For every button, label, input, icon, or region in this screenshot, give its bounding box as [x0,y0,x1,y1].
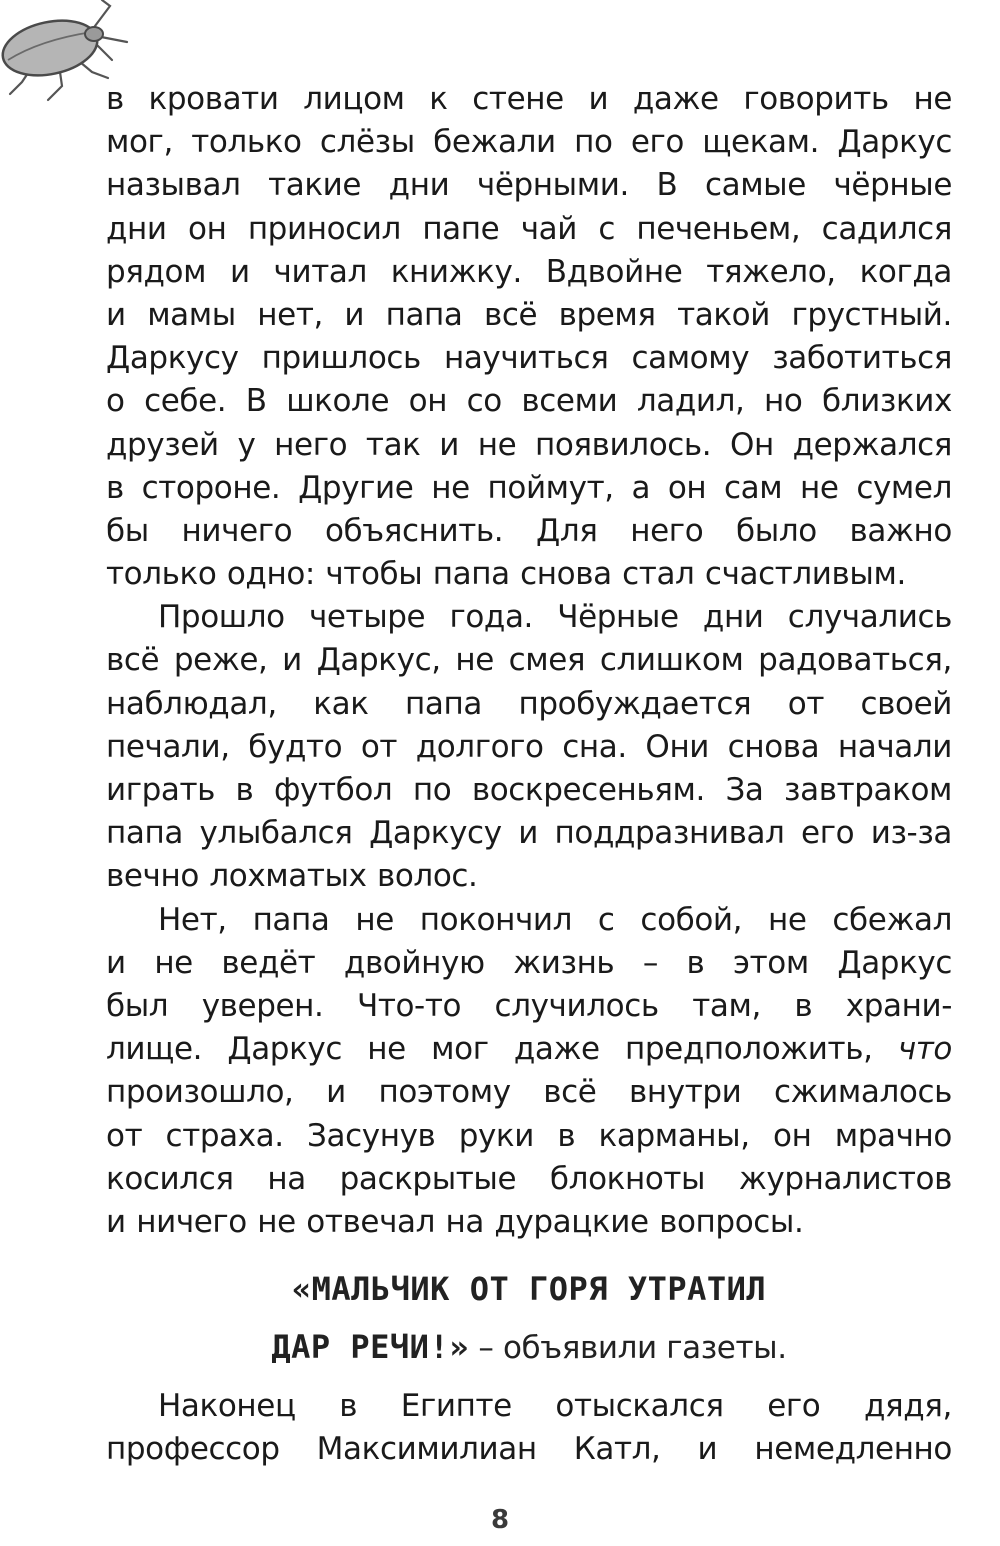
text-line: друзей у него так и не появилось. Он держался [106,426,952,463]
text-line: всё реже, и Даркус, не смея слишком радоваться, [106,642,952,679]
newspaper-headline-line2 [106,1328,952,1366]
text-line: от страха. Засунув руки в карманы, он мрачно [106,1117,952,1154]
text-line: называл такие дни чёрными. В самые чёрные [106,167,952,204]
text-line: и ничего не отвечал на дурацкие вопросы. [106,1203,804,1240]
text-line: и мамы нет, и папа всё время такой грустный. [106,296,952,333]
text-line: о себе. В школе он со всеми ладил, но близких [106,383,952,420]
text-line: был уверен. Что-то случилось там, в храни- [106,987,952,1024]
text-line-with-italic [106,1028,952,1071]
text-line: произошло, и поэтому всё внутри сжималось [106,1074,952,1111]
text-line: мог, только слёзы бежали по его щекам. Даркус [106,124,952,161]
text-line: в кровати лицом к стене и даже говорить не [106,81,952,117]
text-line: бы ничего объяснить. Для него было важно [106,512,952,549]
text-line: Наконец в Египте отыскался его дядя, [158,1388,952,1424]
body-text-end [106,1385,952,1471]
text-line: наблюдал, как папа пробуждается от своей [106,685,952,722]
headline-suffix: – объявили газеты. [468,1330,787,1366]
text-line: Нет, папа не покончил с собой, не сбежал [158,901,952,938]
headline-text: ДАР РЕЧИ!» [271,1328,469,1366]
text-line: и не ведёт двойную жизнь – в этом Даркус [106,944,952,981]
text-line: Прошло четыре года. Чёрные дни случались [158,599,952,636]
text-line: только одно: чтобы папа снова стал счастливым. [106,556,906,593]
text-line: дни он приносил папе чай с печеньем, садился [106,210,952,247]
text-line: профессор Максимилиан Катл, и немедленно [106,1431,952,1468]
text-line: папа улыбался Даркусу и поддразнивал его из-за [106,815,952,852]
page-number: 8 [490,1505,510,1535]
text-line: играть в футбол по воскресеньям. За завтраком [106,772,952,808]
text-line: вечно лохматых волос. [106,858,478,895]
text-line: печали, будто от долгого сна. Они снова начали [106,728,952,765]
text-line: косился на раскрытые блокноты журналистов [106,1160,952,1197]
italic-word: что [897,1031,952,1068]
newspaper-headline-line1: «МАЛЬЧИК ОТ ГОРЯ УТРАТИЛ [291,1270,767,1308]
body-text [106,78,952,1244]
text-line: в стороне. Другие не поймут, а он сам не сумел [106,469,952,506]
text-segment: лище. Даркус не мог даже предположить, [106,1031,873,1068]
text-line: рядом и читал книжку. Вдвойне тяжело, когда [106,253,952,290]
text-line: Даркусу пришлось научиться самому заботиться [106,340,952,377]
